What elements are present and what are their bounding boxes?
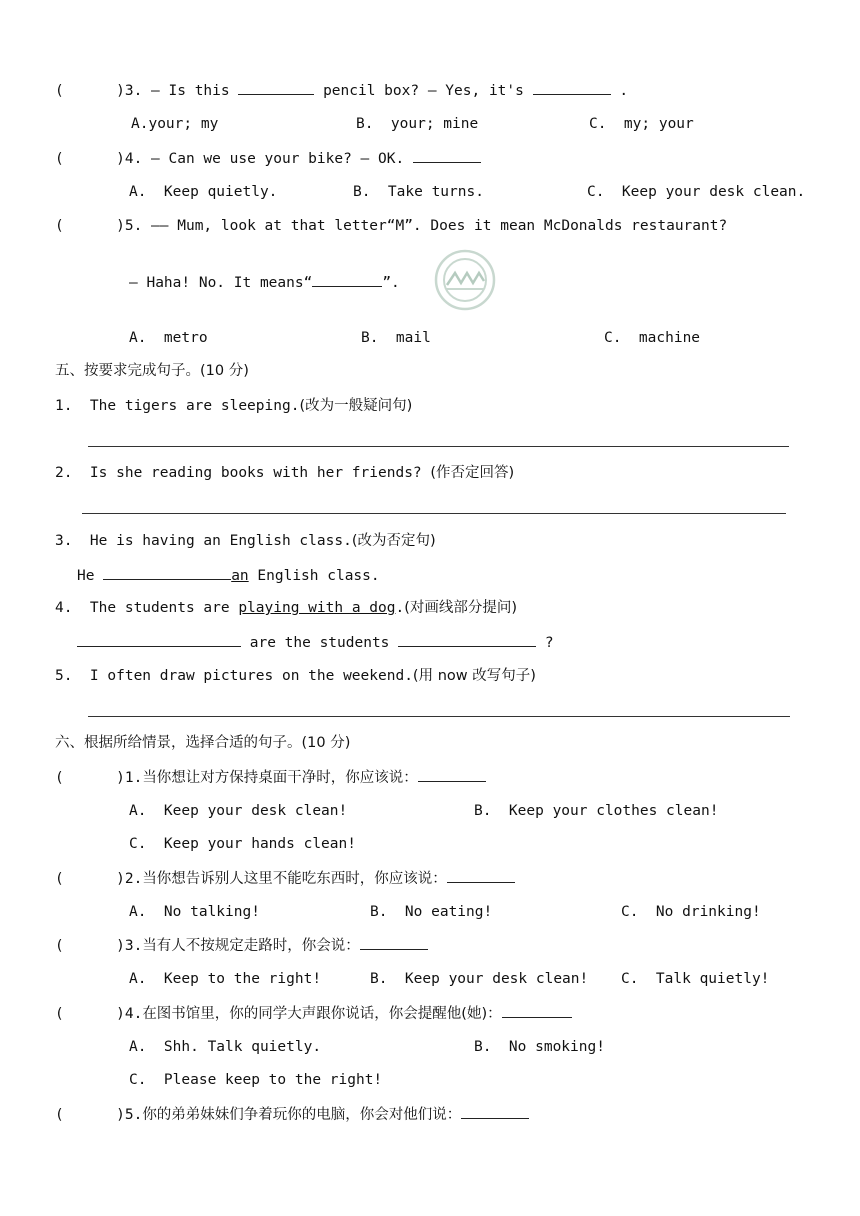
option-b: B. No smoking! — [474, 1039, 605, 1055]
option-a: A. Keep quietly. — [129, 184, 278, 200]
section-heading-6: 六、根据所给情景，选择合适的句子。(10 分) — [55, 735, 351, 751]
question-6-5 — [55, 1104, 529, 1125]
question-instruction: (作否定回答) — [430, 465, 515, 481]
question-5-3-answer — [77, 565, 380, 586]
fill-blank[interactable] — [103, 565, 231, 580]
question-4-3 — [55, 80, 628, 101]
question-text: — Is this — [142, 83, 239, 99]
question-text: — Can we use your bike? — OK. — [142, 151, 413, 167]
option-c: C. Talk quietly! — [621, 971, 770, 987]
fill-blank[interactable] — [398, 632, 536, 647]
question-4-5-reply — [129, 272, 400, 293]
fill-blank[interactable] — [238, 80, 314, 95]
answer-paren: ( )4. — [55, 151, 143, 167]
question-6-2 — [55, 868, 515, 889]
question-text: ”. — [382, 275, 400, 291]
fill-blank[interactable] — [418, 767, 486, 782]
question-text: English class. — [248, 568, 380, 584]
answer-paren: ( )4. — [55, 1006, 143, 1022]
question-4-4 — [55, 148, 481, 169]
option-b: B. mail — [361, 330, 431, 346]
question-instruction: (改为一般疑问句) — [299, 398, 413, 414]
fill-blank[interactable] — [533, 80, 611, 95]
answer-line[interactable] — [82, 513, 786, 514]
question-text: 2. Is she reading books with her friends? — [55, 465, 431, 481]
option-b: B. Take turns. — [353, 184, 484, 200]
option-a: A. No talking! — [129, 904, 260, 920]
question-5-1 — [55, 396, 412, 416]
question-text: . — [395, 600, 405, 616]
question-text: . — [610, 83, 629, 99]
question-6-4 — [55, 1003, 572, 1024]
option-c: C. my; your — [589, 116, 694, 132]
answer-paren: ( )3. — [55, 938, 143, 954]
question-5-4 — [55, 598, 517, 618]
option-c: C. Please keep to the right! — [129, 1072, 383, 1088]
watermark-logo-icon — [434, 249, 496, 311]
fill-blank[interactable] — [447, 868, 515, 883]
fill-blank[interactable] — [502, 1003, 572, 1018]
fill-blank[interactable] — [360, 935, 428, 950]
option-a: A. metro — [129, 330, 208, 346]
question-5-5 — [55, 666, 536, 686]
question-text: an — [231, 568, 249, 584]
option-a: A. Keep your desk clean! — [129, 803, 348, 819]
question-text: 1. The tigers are sleeping. — [55, 398, 300, 414]
question-text: 当有人不按规定走路时，你会说： — [142, 938, 360, 954]
answer-paren: ( )5. — [55, 1107, 143, 1123]
question-5-4-answer — [77, 632, 554, 653]
option-a: A.your; my — [131, 116, 219, 132]
question-text: are the students — [241, 635, 399, 651]
question-text: 4. The students are — [55, 600, 239, 616]
option-c: C. Keep your desk clean. — [587, 184, 806, 200]
question-text: ? — [536, 635, 554, 651]
question-6-3 — [55, 935, 428, 956]
question-5-2 — [55, 463, 514, 483]
question-5-3 — [55, 531, 436, 551]
question-text: —— Mum, look at that letter“M”. Does it mean McDonalds restaurant? — [142, 218, 728, 234]
option-a: A. Keep to the right! — [129, 971, 322, 987]
answer-line[interactable] — [88, 716, 790, 717]
option-c: C. Keep your hands clean! — [129, 836, 356, 852]
option-b: B. your; mine — [356, 116, 479, 132]
fill-blank[interactable] — [77, 632, 241, 647]
option-b: B. No eating! — [370, 904, 493, 920]
fill-blank[interactable] — [413, 148, 481, 163]
question-instruction: (对画线部分提问) — [404, 600, 518, 616]
option-b: B. Keep your clothes clean! — [474, 803, 719, 819]
question-text: 当你想让对方保持桌面干净时，你应该说： — [142, 770, 418, 786]
fill-blank[interactable] — [461, 1104, 529, 1119]
underlined-phrase: playing with a dog — [238, 600, 396, 616]
answer-paren: ( )3. — [55, 83, 143, 99]
option-c: C. machine — [604, 330, 701, 346]
question-text: 当你想告诉别人这里不能吃东西时，你应该说： — [142, 871, 447, 887]
section-heading-5: 五、按要求完成句子。(10 分) — [55, 363, 249, 379]
question-instruction: (改为否定句) — [351, 533, 436, 549]
option-c: C. No drinking! — [621, 904, 761, 920]
question-text: He — [77, 568, 104, 584]
question-text: pencil box? — Yes, it's — [314, 83, 533, 99]
answer-paren: ( )5. — [55, 218, 143, 234]
option-a: A. Shh. Talk quietly. — [129, 1039, 322, 1055]
fill-blank[interactable] — [312, 272, 382, 287]
question-4-5 — [55, 216, 727, 236]
question-text: 在图书馆里，你的同学大声跟你说话，你会提醒他(她)： — [142, 1006, 502, 1022]
option-b: B. Keep your desk clean! — [370, 971, 589, 987]
question-6-1 — [55, 767, 486, 788]
answer-line[interactable] — [88, 446, 789, 447]
answer-paren: ( )1. — [55, 770, 143, 786]
question-text: 你的弟弟妹妹们争着玩你的电脑，你会对他们说： — [142, 1107, 462, 1123]
question-text: — Haha! No. It means“ — [129, 275, 313, 291]
answer-paren: ( )2. — [55, 871, 143, 887]
question-text: 3. He is having an English class. — [55, 533, 352, 549]
question-instruction: (用 now 改写句子) — [412, 668, 536, 684]
question-text: 5. I often draw pictures on the weekend. — [55, 668, 413, 684]
